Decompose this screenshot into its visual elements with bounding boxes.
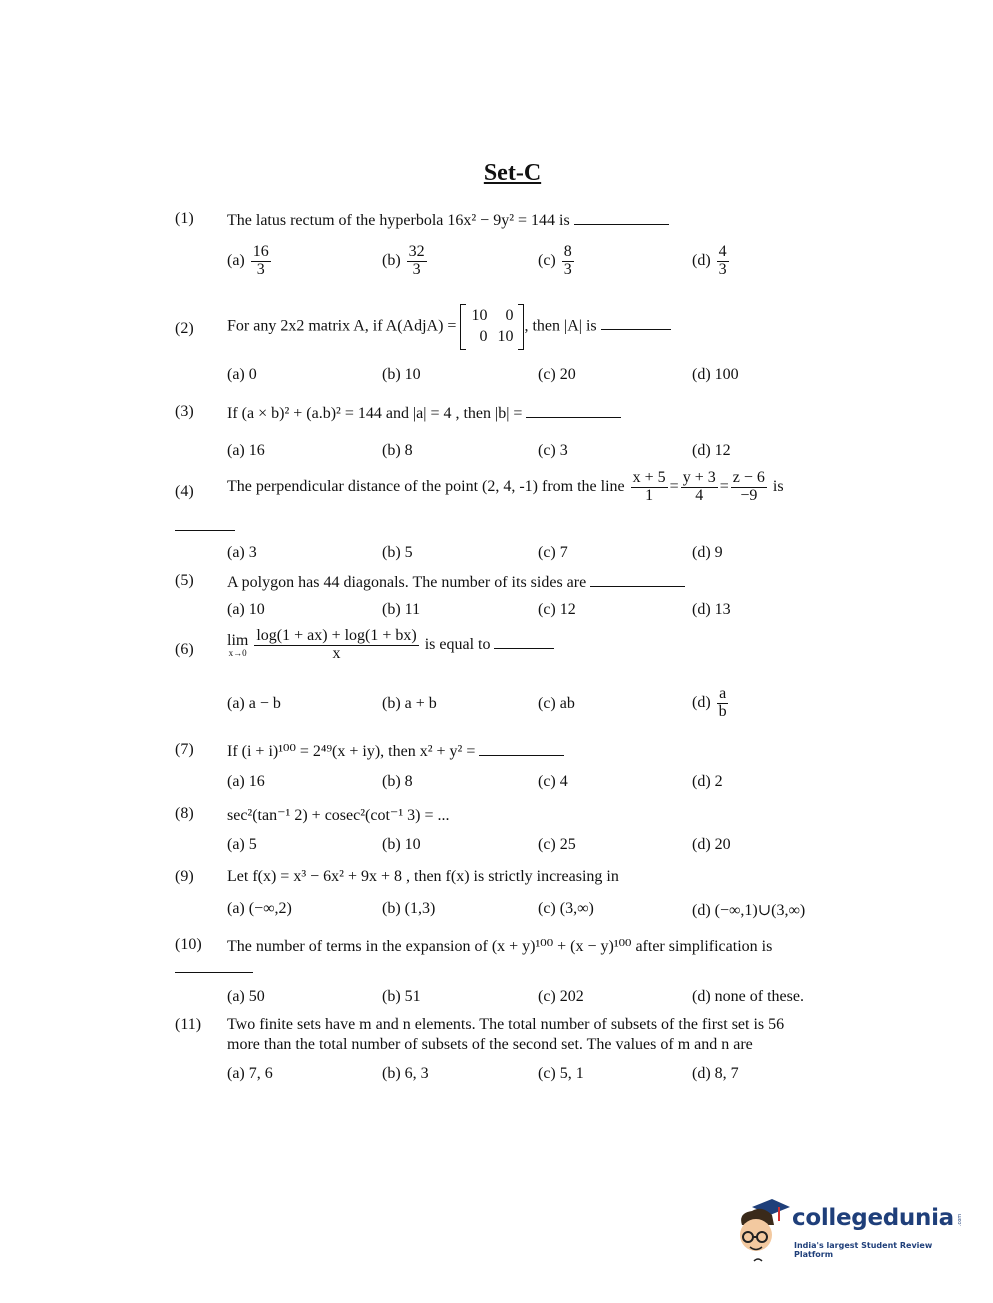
question-number: (10) — [175, 936, 202, 953]
question-text: A polygon has 44 diagonals. The number of its sides are — [227, 572, 685, 592]
page-title: Set-C — [483, 160, 542, 186]
question-number: (5) — [175, 572, 194, 589]
option-a: (a) 16 — [227, 773, 265, 790]
option-d: (d) 12 — [692, 442, 731, 459]
option-d: (d) 20 — [692, 836, 731, 853]
option-b: (b) (1,3) — [382, 900, 436, 917]
option-c: (c) 20 — [538, 366, 576, 383]
answer-blank — [494, 634, 554, 649]
option-a: (a) 5 — [227, 836, 257, 853]
answer-blank — [601, 315, 671, 330]
option-b: (b) 8 — [382, 442, 413, 459]
option-a: (a) 0 — [227, 366, 257, 383]
option-b: (b) 11 — [382, 601, 421, 618]
option-b: (b) a + b — [382, 695, 437, 712]
logo-wordmark: collegedunia — [792, 1205, 954, 1231]
option-d: (d) 13 — [692, 601, 731, 618]
option-c: (c) $\frac{8}{3}$ — [538, 243, 572, 278]
question-text-line-2: more than the total number of subsets of the second set. The values of m and n are — [227, 1036, 753, 1053]
option-b: (b) 10 — [382, 836, 421, 853]
option-a: (a) (−∞,2) — [227, 900, 292, 917]
answer-blank — [175, 516, 235, 531]
option-c: (c) (3,∞) — [538, 900, 594, 917]
option-d: (d) $\frac{4}{3}$ — [692, 243, 727, 278]
option-c: (c) 202 — [538, 988, 584, 1005]
option-c: (c) 12 — [538, 601, 576, 618]
option-c: (c) 25 — [538, 836, 576, 853]
question-text-line-1: Two finite sets have m and n elements. The total number of subsets of the first set is 56 — [227, 1016, 785, 1033]
answer-blank — [175, 958, 253, 973]
logo-dotcom: .com — [957, 1213, 964, 1227]
option-c: (c) 4 — [538, 773, 568, 790]
option-c: (c) 7 — [538, 544, 568, 561]
option-a: (a) 7, 6 — [227, 1065, 273, 1082]
option-a: (a) 50 — [227, 988, 265, 1005]
option-d: (d) 8, 7 — [692, 1065, 739, 1082]
answer-blank — [526, 403, 621, 418]
answer-blank — [590, 572, 685, 587]
option-b: (b) 10 — [382, 366, 421, 383]
option-d: (d) none of these. — [692, 988, 804, 1005]
option-b: (b) $\frac{32}{3}$ — [382, 243, 425, 278]
matrix: 10 0 0 10 — [460, 304, 524, 350]
option-d: (d) 9 — [692, 544, 723, 561]
option-d: (d) 2 — [692, 773, 723, 790]
logo-tagline: India's largest Student Review Platform — [794, 1241, 933, 1259]
mascot-icon — [732, 1195, 792, 1265]
option-c: (c) 3 — [538, 442, 568, 459]
question-text: Let f(x) = x³ − 6x² + 9x + 8 , then f(x) is strictly increasing in — [227, 868, 619, 885]
option-d: (d) $\frac{a}{b}$ — [692, 685, 727, 720]
question-text: The perpendicular distance of the point (2, 4, -1) from the line $\frac{x + 5}{1}$ = $\frac{y + 3}{4}$ = $\frac{z - 6}{-9}$ is — [227, 469, 784, 504]
question-text: sec²(tan⁻¹ 2) + cosec²(cot⁻¹ 3) = ... — [227, 807, 450, 824]
option-a: (a) 3 — [227, 544, 257, 561]
question-number: (6) — [175, 641, 194, 658]
question-text: If (a × b)² + (a.b)² = 144 and |a| = 4 , then |b| = — [227, 403, 621, 423]
question-number: (11) — [175, 1016, 202, 1033]
question-number: (7) — [175, 741, 194, 758]
question-number: (1) — [175, 210, 194, 227]
question-text: The number of terms in the expansion of (x + y)¹⁰⁰ + (x − y)¹⁰⁰ after simplification is — [227, 938, 773, 955]
option-a: (a) 16 — [227, 442, 265, 459]
option-d: (d) 100 — [692, 366, 739, 383]
option-c: (c) 5, 1 — [538, 1065, 584, 1082]
option-b: (b) 5 — [382, 544, 413, 561]
question-number: (9) — [175, 868, 194, 885]
answer-blank — [479, 741, 564, 756]
question-number: (4) — [175, 483, 194, 500]
option-b: (b) 8 — [382, 773, 413, 790]
question-number: (3) — [175, 403, 194, 420]
question-1-text: The latus rectum of the hyperbola 16x² − 9y² = 144 is — [227, 212, 570, 229]
question-text: For any 2x2 matrix A, if A(AdjA) = 10 0 0 10 , then |A| is — [227, 304, 671, 350]
option-a: (a) a − b — [227, 695, 281, 712]
answer-blank — [574, 210, 669, 225]
option-c: (c) ab — [538, 695, 575, 712]
collegedunia-logo — [732, 1195, 962, 1265]
question-number: (2) — [175, 320, 194, 337]
option-b: (b) 51 — [382, 988, 421, 1005]
question-text: lim x→0 $\frac{\log(1 + ax) + \log(1 + bx)}{x}$ is equal to — [227, 628, 554, 663]
option-a: (a) 10 — [227, 601, 265, 618]
option-a: (a) $\frac{16}{3}$ — [227, 243, 269, 278]
question-number: (8) — [175, 805, 194, 822]
option-b: (b) 6, 3 — [382, 1065, 429, 1082]
option-d: (d) (−∞,1)∪(3,∞) — [692, 902, 806, 919]
question-text — [227, 210, 669, 230]
question-text: If (i + i)¹⁰⁰ = 2⁴⁹(x + iy), then x² + y² = — [227, 741, 564, 761]
